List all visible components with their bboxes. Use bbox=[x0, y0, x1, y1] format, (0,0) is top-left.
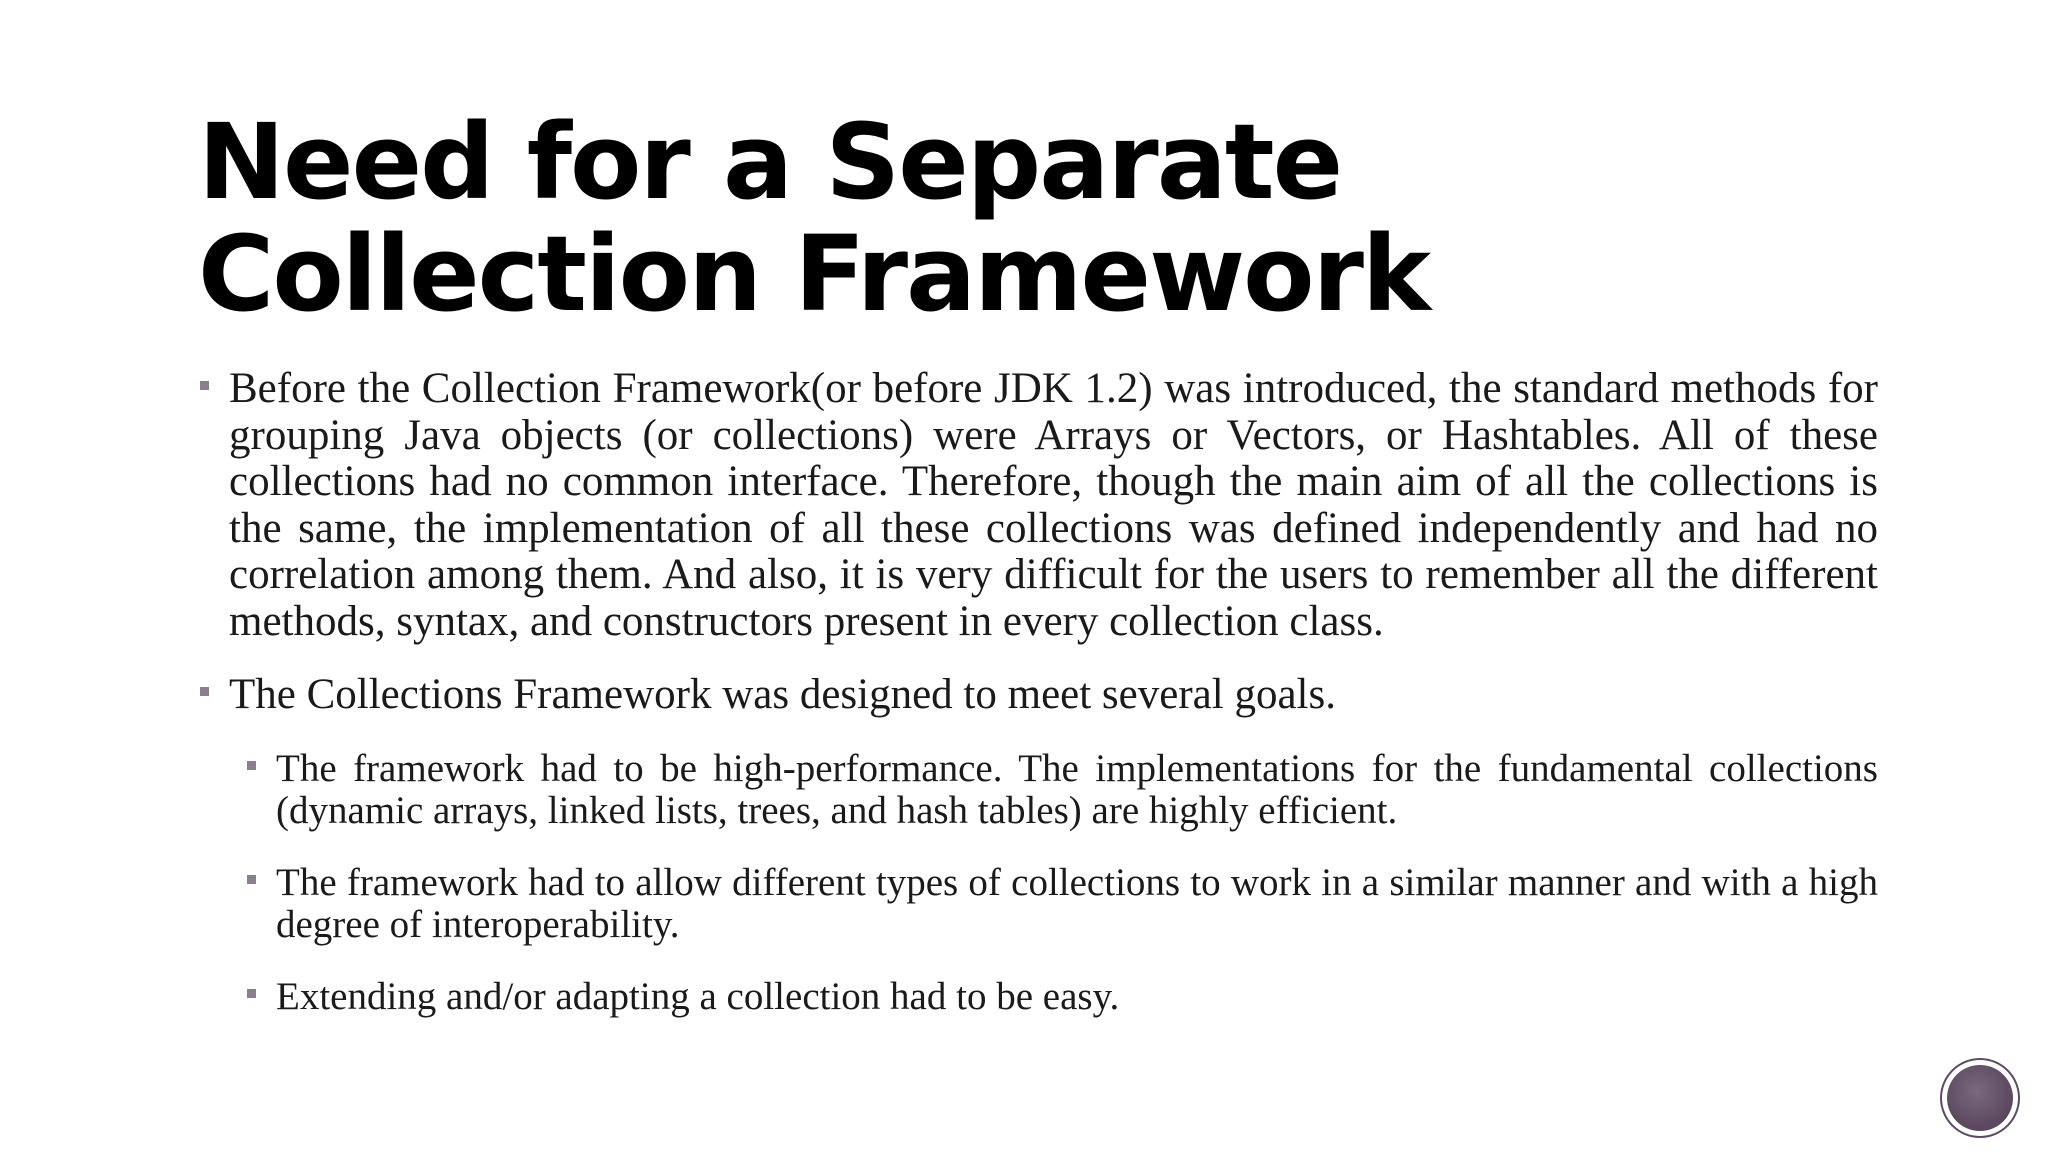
sub-bullet-text: The framework had to allow different types of collections to work in a similar manner and with a high degree of interoperability. bbox=[276, 861, 1878, 947]
square-bullet-icon bbox=[200, 381, 209, 390]
square-bullet-icon bbox=[247, 761, 256, 770]
sub-bullet-text: Extending and/or adapting a collection had to be easy. bbox=[276, 975, 1120, 1019]
sub-bullet-item bbox=[245, 748, 1878, 832]
logo-emblem bbox=[1947, 1065, 2013, 1131]
bullet-text: Before the Collection Framework(or before JDK 1.2) was introduced, the standard methods for grouping Java objects (or collections) were Arrays or Vectors, or Hashtables. All of these collections had no common interface. Therefore, though the main aim of all the collections is the same, the implementation of all these collections was defined independently and had no correlation among them. And also, it is very difficult for the users to remember all the different methods, syntax, and constructors present in every collection class. bbox=[229, 365, 1878, 645]
bullet-item bbox=[198, 366, 1878, 646]
square-bullet-icon bbox=[247, 989, 256, 998]
square-bullet-icon bbox=[200, 687, 209, 696]
slide-title: Need for a Separate Collection Framework bbox=[198, 101, 1430, 335]
circle-logo-icon bbox=[1942, 1060, 2018, 1136]
slide-body bbox=[198, 366, 1878, 1018]
sub-bullet-item bbox=[245, 976, 1878, 1018]
bullet-item bbox=[198, 672, 1878, 719]
square-bullet-icon bbox=[247, 875, 256, 884]
bullet-text: The Collections Framework was designed to meet several goals. bbox=[229, 670, 1336, 718]
sub-bullet-text: The framework had to be high-performance. The implementations for the fundamental collections (dynamic arrays, linked lists, trees, and hash tables) are highly efficient. bbox=[276, 747, 1878, 833]
sub-bullet-item bbox=[245, 862, 1878, 946]
